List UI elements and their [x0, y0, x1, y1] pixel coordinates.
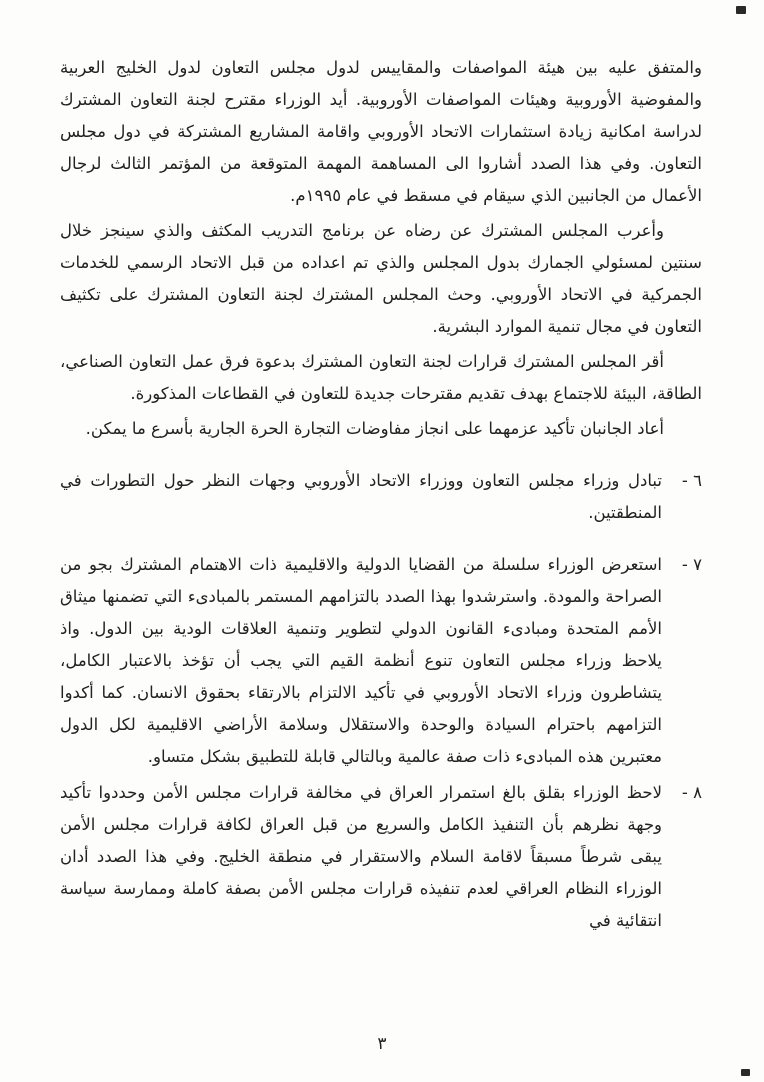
item-number: ٧ - [681, 555, 702, 574]
page-number: ٣ [377, 1034, 387, 1054]
numbered-item-8 [60, 777, 702, 937]
item-text: لاحظ الوزراء بقلق بالغ استمرار العراق في مخالفة قرارات مجلس الأمن وحددوا تأكيد وجهة نظرهم بأن التنفيذ الكامل والسريع من قبل العراق لكافة قرارات مجلس الأمن يبقى شرطاً مسبقاً لاقامة السلام والاستقرار في منطقة الخليج. وفي هذا الصدد أدان الوزراء النظام العراقي لعدم تنفيذه قرارات مجلس الأمن بصفة كاملة وممارسة سياسة انتقائية في [60, 783, 662, 930]
scan-mark-icon [741, 1069, 750, 1076]
item-number: ٦ - [681, 471, 702, 490]
numbered-item-6 [60, 465, 702, 529]
paragraph-continuation: والمتفق عليه بين هيئة المواصفات والمقاييس لدول مجلس التعاون لدول الخليج العربية والمفوضية الأوروبية وهيئات المواصفات الأوروبية. أيد الوزراء مقترح لجنة التعاون المشترك لدراسة امكانية زيادة استثمارات الاتحاد الأوروبي واقامة المشاريع المشتركة في دول مجلس التعاون. وفي هذا الصدد أشاروا الى المساهمة المهمة المتوقعة من المؤتمر الثالث لرجال الأعمال من الجانبين الذي سيقام في مسقط في عام ١٩٩٥م. [60, 58, 702, 205]
paragraph-free-trade: أعاد الجانبان تأكيد عزمهما على انجاز مفاوضات التجارة الحرة الجارية بأسرع ما يمكن. [85, 419, 664, 438]
document-body [60, 52, 702, 937]
paragraph-joint-council-training: وأعرب المجلس المشترك عن رضاه عن برنامج التدريب المكثف والذي سينجز خلال سنتين لمسئولي الجمارك بدول المجلس والذي تم اعداده من قبل الاتحاد الرسمي للخدمات الجمركية في الاتحاد الأوروبي. وحث المجلس المشترك لجنة التعاون المشترك على تكثيف التعاون في مجال تنمية الموارد البشرية. [60, 221, 702, 336]
paragraph-joint-council-decisions: أقر المجلس المشترك قرارات لجنة التعاون المشترك بدعوة فرق عمل التعاون الصناعي، الطاقة، البيئة للاجتماع بهدف تقديم مقترحات جديدة للتعاون في القطاعات المذكورة. [60, 352, 702, 403]
item-text: استعرض الوزراء سلسلة من القضايا الدولية والاقليمية ذات الاهتمام المشترك بجو من الصراحة والمودة. واسترشدوا بهذا الصدد بالتزامهم المستمر بالمبادىء التي تضمنها ميثاق الأمم المتحدة ومبادىء القانون الدولي لتطوير وتنمية العلاقات الودية بين الدول. واذ يلاحظ وزراء مجلس التعاون تنوع أنظمة القيم التي يجب أن تؤخذ بالاعتبار الكامل، يتشاطرون وزراء الاتحاد الأوروبي في تأكيد الالتزام بالارتقاء بحقوق الانسان. كما أكدوا التزامهم باحترام السيادة والوحدة والاستقلال وسلامة الأراضي الاقليمية لكل الدول معتبرين هذه المبادىء ذات صفة عالمية وبالتالي قابلة للتطبيق بشكل متساو. [60, 555, 662, 766]
item-number: ٨ - [681, 783, 702, 802]
scan-mark-icon [736, 6, 746, 14]
item-text: تبادل وزراء مجلس التعاون ووزراء الاتحاد الأوروبي وجهات النظر حول التطورات في المنطقتين. [60, 471, 662, 522]
numbered-item-7 [60, 549, 702, 773]
